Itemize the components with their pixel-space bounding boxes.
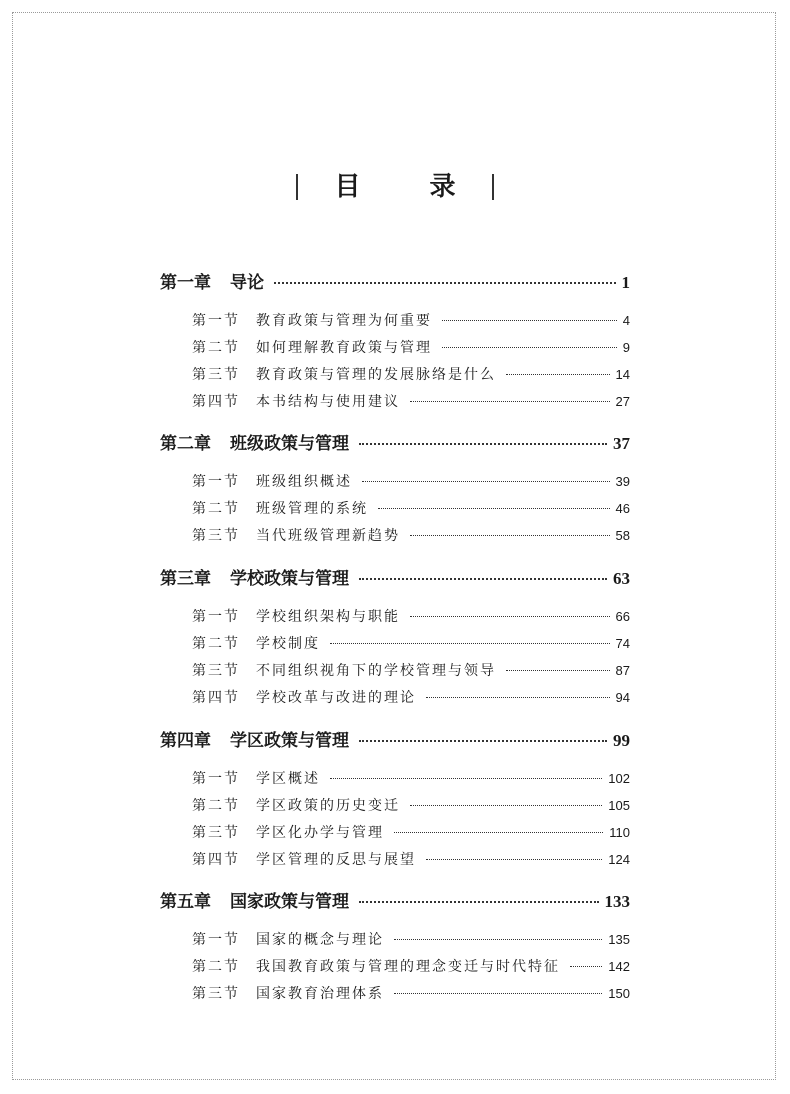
section-page-number: 74 (615, 636, 630, 651)
toc-section-row[interactable] (192, 849, 630, 869)
section-label: 第三节 (192, 367, 240, 383)
section-label: 第四节 (192, 690, 240, 706)
section-heading: 我国教育政策与管理的理念变迁与时代特征 (256, 959, 560, 975)
toc-section-row[interactable] (192, 660, 630, 680)
dot-leader (359, 740, 607, 742)
dot-leader (359, 443, 607, 445)
toc-section-row[interactable] (192, 929, 630, 949)
toc-section-row[interactable] (192, 471, 630, 491)
dot-leader (506, 374, 610, 375)
section-heading: 学校制度 (256, 636, 320, 652)
section-label: 第一节 (192, 609, 240, 625)
chapter-label: 第三章 (160, 569, 211, 589)
dot-leader (506, 670, 610, 671)
section-heading: 教育政策与管理的发展脉络是什么 (256, 367, 496, 383)
section-heading: 学区概述 (256, 771, 320, 787)
section-page-number: 150 (608, 986, 630, 1001)
section-page-number: 9 (622, 340, 630, 355)
dot-leader (442, 320, 617, 321)
section-label: 第一节 (192, 932, 240, 948)
dot-leader (394, 832, 603, 833)
toc-chapter-row[interactable] (160, 268, 630, 293)
section-label: 第一节 (192, 474, 240, 490)
dot-leader (359, 901, 599, 903)
chapter-label: 第一章 (160, 273, 211, 293)
toc-section-row[interactable] (192, 498, 630, 518)
section-heading: 学校组织架构与职能 (256, 609, 400, 625)
toc-chapter-row[interactable] (160, 726, 630, 751)
dot-leader (570, 966, 602, 967)
section-heading: 国家教育治理体系 (256, 986, 384, 1002)
dot-leader (410, 616, 610, 617)
chapter-page-number: 133 (604, 892, 630, 911)
toc-section-row[interactable] (192, 687, 630, 707)
chapter-heading: 国家政策与管理 (230, 892, 349, 912)
dot-leader (394, 939, 602, 940)
toc-section-row[interactable] (192, 337, 630, 357)
section-label: 第一节 (192, 771, 240, 787)
section-heading: 如何理解教育政策与管理 (256, 340, 432, 356)
section-heading: 学校改革与改进的理论 (256, 690, 416, 706)
dot-leader (410, 401, 610, 402)
chapter-label: 第五章 (160, 892, 211, 912)
section-heading: 学区政策的历史变迁 (256, 798, 400, 814)
section-label: 第二节 (192, 798, 240, 814)
dot-leader (330, 778, 602, 779)
toc-chapter-row[interactable] (160, 429, 630, 454)
dot-leader (330, 643, 610, 644)
dot-leader (362, 481, 610, 482)
chapter-label: 第四章 (160, 731, 211, 751)
section-page-number: 14 (615, 367, 630, 382)
dot-leader (394, 993, 602, 994)
chapter-heading: 学校政策与管理 (230, 569, 349, 589)
section-page-number: 124 (608, 852, 630, 867)
toc-section-row[interactable] (192, 391, 630, 411)
dot-leader (359, 578, 607, 580)
chapter-page-number: 63 (613, 569, 630, 588)
section-label: 第二节 (192, 501, 240, 517)
section-label: 第一节 (192, 313, 240, 329)
dot-leader (410, 535, 610, 536)
chapter-page-number: 99 (613, 731, 630, 750)
section-heading: 本书结构与使用建议 (256, 394, 400, 410)
section-page-number: 66 (615, 609, 630, 624)
toc-section-row[interactable] (192, 795, 630, 815)
toc-section-row[interactable] (192, 525, 630, 545)
chapter-page-number: 1 (621, 273, 630, 292)
section-page-number: 135 (608, 932, 630, 947)
section-label: 第四节 (192, 394, 240, 410)
toc-section-row[interactable] (192, 364, 630, 384)
toc-section-row[interactable] (192, 983, 630, 1003)
toc-section-row[interactable] (192, 956, 630, 976)
section-page-number: 27 (615, 394, 630, 409)
chapter-label: 第二章 (160, 434, 211, 454)
section-page-number: 142 (608, 959, 630, 974)
section-label: 第二节 (192, 340, 240, 356)
dot-leader (426, 697, 610, 698)
section-label: 第二节 (192, 959, 240, 975)
section-label: 第三节 (192, 528, 240, 544)
section-heading: 班级管理的系统 (256, 501, 368, 517)
section-label: 第二节 (192, 636, 240, 652)
toc-title: 目 录 (334, 172, 486, 202)
section-heading: 教育政策与管理为何重要 (256, 313, 432, 329)
toc-section-row[interactable] (192, 633, 630, 653)
section-heading: 国家的概念与理论 (256, 932, 384, 948)
section-page-number: 46 (615, 501, 630, 516)
toc-chapter-row[interactable] (160, 564, 630, 589)
section-label: 第三节 (192, 825, 240, 841)
dot-leader (426, 859, 602, 860)
dot-leader (410, 805, 602, 806)
section-label: 第三节 (192, 663, 240, 679)
section-label: 第四节 (192, 852, 240, 868)
section-heading: 当代班级管理新趋势 (256, 528, 400, 544)
chapter-heading: 班级政策与管理 (230, 434, 349, 454)
toc-section-row[interactable] (192, 606, 630, 626)
chapter-page-number: 37 (613, 434, 630, 453)
dot-leader (442, 347, 617, 348)
section-page-number: 4 (622, 313, 630, 328)
dot-leader (378, 508, 610, 509)
section-page-number: 39 (615, 474, 630, 489)
section-page-number: 105 (608, 798, 630, 813)
section-heading: 班级组织概述 (256, 474, 352, 490)
toc-chapter-row[interactable] (160, 887, 630, 912)
section-page-number: 87 (615, 663, 630, 678)
chapter-heading: 学区政策与管理 (230, 731, 349, 751)
toc-section-row[interactable] (192, 768, 630, 788)
toc-section-row[interactable] (192, 310, 630, 330)
section-label: 第三节 (192, 986, 240, 1002)
section-page-number: 58 (615, 528, 630, 543)
section-page-number: 94 (615, 690, 630, 705)
dot-leader (274, 282, 616, 284)
section-heading: 学区管理的反思与展望 (256, 852, 416, 868)
section-page-number: 102 (608, 771, 630, 786)
section-heading: 学区化办学与管理 (256, 825, 384, 841)
chapter-heading: 导论 (230, 273, 264, 293)
toc-section-row[interactable] (192, 822, 630, 842)
section-heading: 不同组织视角下的学校管理与领导 (256, 663, 496, 679)
section-page-number: 110 (609, 825, 630, 840)
